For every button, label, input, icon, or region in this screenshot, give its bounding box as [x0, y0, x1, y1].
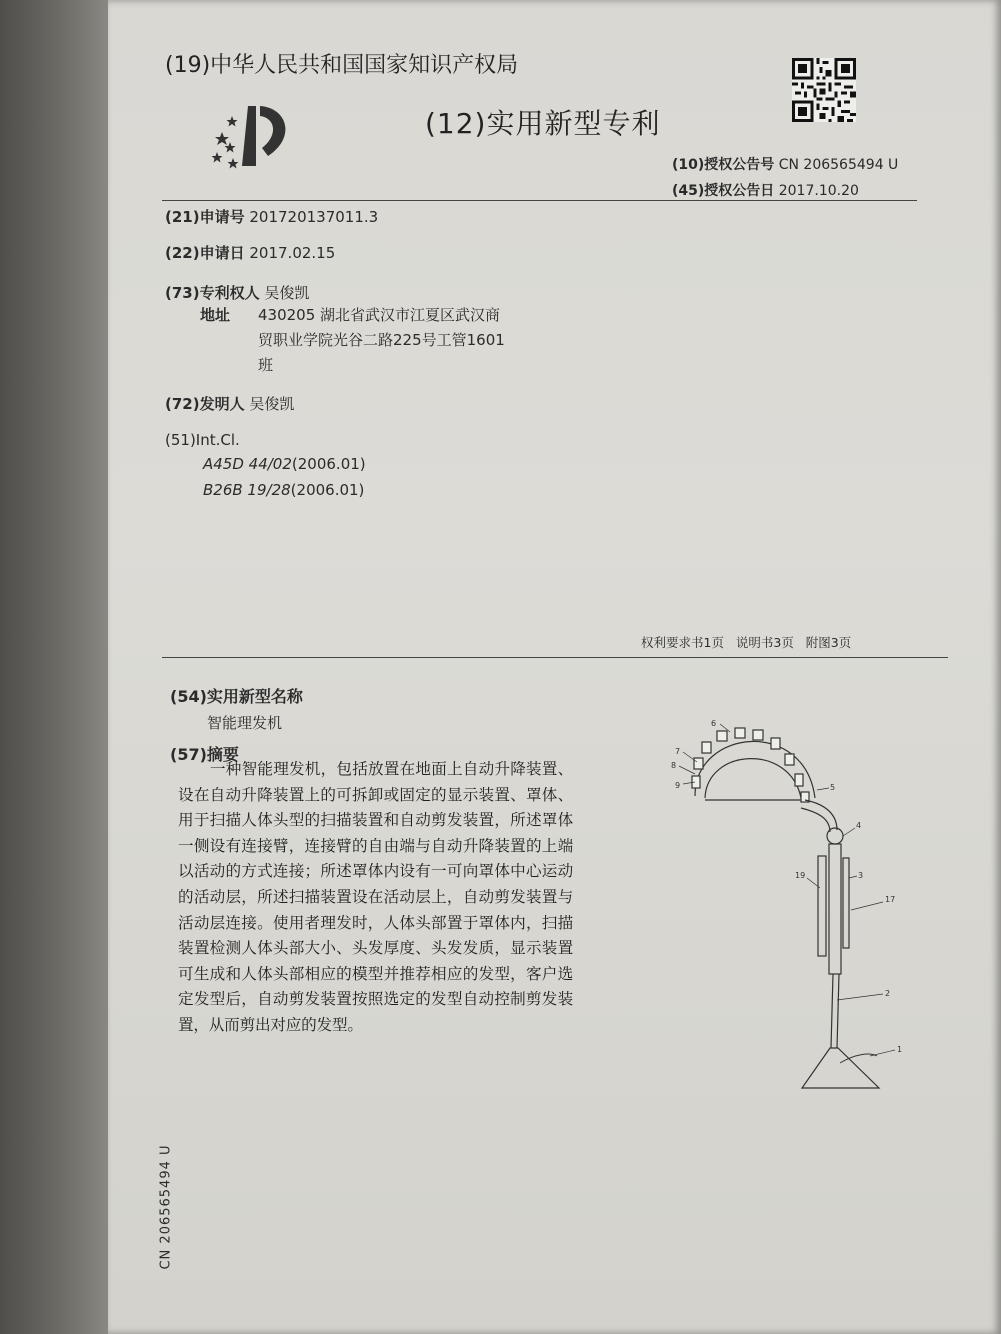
patent-office: (19)中华人民共和国国家知识产权局	[165, 53, 519, 78]
address-line-1: 430205 湖北省武汉市江夏区武汉商	[258, 306, 501, 324]
int-cl-label: (51)Int.Cl.	[165, 431, 240, 449]
publication-number-label: (10)授权公告号	[672, 157, 775, 173]
leader-1	[870, 1050, 895, 1056]
adjacent-page-edge	[0, 0, 110, 1334]
inventor	[165, 393, 294, 414]
inventor-label: (72)发明人	[165, 395, 245, 413]
label-17: 17	[885, 895, 896, 904]
inventor-value: 吴俊凯	[249, 395, 295, 413]
connecting-arm-inner	[801, 808, 830, 832]
classification-1	[203, 455, 366, 473]
address-label: 地址	[200, 306, 231, 324]
application-date-value: 2017.02.15	[249, 244, 336, 262]
publication-number-value: CN 206565494 U	[778, 157, 899, 173]
side-publication-number	[148, 1132, 184, 1282]
leader-8	[679, 766, 695, 774]
classification-version: (2006.01)	[291, 455, 366, 473]
utility-model-name: 智能理发机	[207, 714, 283, 732]
publication-number	[672, 154, 898, 174]
leader-17	[851, 902, 883, 910]
publication-date-label: (45)授权公告日	[672, 183, 775, 199]
classification-2	[203, 481, 364, 499]
connecting-arm	[805, 800, 837, 830]
classification-code: B26B 19/28	[203, 481, 291, 499]
label-8: 8	[671, 761, 677, 770]
body-divider	[162, 657, 948, 658]
patentee-label: (73)专利权人	[165, 284, 260, 302]
cnipa-emblem-icon	[208, 98, 300, 170]
abstract-label: (57)摘要	[170, 745, 239, 764]
display-panel	[818, 856, 826, 956]
leader-5	[817, 788, 829, 790]
column-sleeve	[843, 858, 849, 948]
label-7: 7	[675, 747, 681, 756]
leader-3	[849, 876, 857, 878]
side-publication-number-text: CN 206565494 U	[158, 1144, 174, 1270]
utility-model-name-label: (54)实用新型名称	[170, 687, 303, 706]
leader-2	[837, 994, 883, 1000]
pivot-joint	[827, 828, 843, 844]
classification-version: (2006.01)	[290, 481, 365, 499]
publication-date-value: 2017.10.20	[778, 183, 859, 199]
lower-column-right	[837, 974, 839, 1048]
label-3: 3	[858, 871, 864, 880]
application-date	[165, 242, 335, 263]
leader-7	[683, 752, 697, 762]
label-1: 1	[897, 1045, 903, 1054]
label-4: 4	[856, 821, 862, 830]
document-type: (12)实用新型专利	[425, 107, 661, 140]
publication-date	[672, 180, 859, 200]
application-number-label: (21)申请号	[165, 208, 245, 226]
classification-code: A45D 44/02	[203, 455, 292, 473]
patentee-value: 吴俊凯	[264, 284, 310, 302]
cutter-units	[692, 728, 809, 802]
label-2: 2	[885, 989, 891, 998]
label-5: 5	[830, 783, 836, 792]
page-counts: 权利要求书1页 说明书3页 附图3页	[641, 635, 852, 650]
application-number	[165, 206, 378, 227]
hood-outer-arc	[695, 741, 815, 798]
lower-column-left	[831, 974, 833, 1048]
patentee	[165, 282, 309, 303]
address-line-2: 贸职业学院光谷二路225号工管1601	[258, 331, 505, 349]
header-divider	[162, 200, 917, 201]
label-9: 9	[675, 781, 681, 790]
application-number-value: 201720137011.3	[249, 208, 379, 226]
upper-column	[829, 844, 841, 974]
application-date-label: (22)申请日	[165, 244, 245, 262]
device-drawing	[665, 718, 925, 1108]
label-19: 19	[795, 871, 806, 880]
abstract-text: 一种智能理发机，包括放置在地面上自动升降装置、设在自动升降装置上的可拆卸或固定的显示装置、罩体、用于扫描人体头型的扫描装置和自动剪发装置，所述罩体一侧设有连接臂，连接臂的自由端与自动升降装置的上端以活动的方式连接；所述罩体内设有一可向罩体中心运动的活动层，所述扫描装置设在活动层上，自动剪发装置与活动层连接。使用者理发时，人体头部置于罩体内，扫描装置检测人体头部大小、头发厚度、头发发质，显示装置可生成和人体头部相应的模型并推荐相应的发型，客户选定发型后，自动剪发装置按照选定的发型自动控制剪发装置，从而剪出对应的发型。	[178, 760, 573, 1034]
label-6: 6	[711, 719, 717, 728]
leader-4	[843, 828, 855, 836]
qr-code-icon	[792, 58, 856, 122]
address-line-3: 班	[258, 356, 274, 374]
